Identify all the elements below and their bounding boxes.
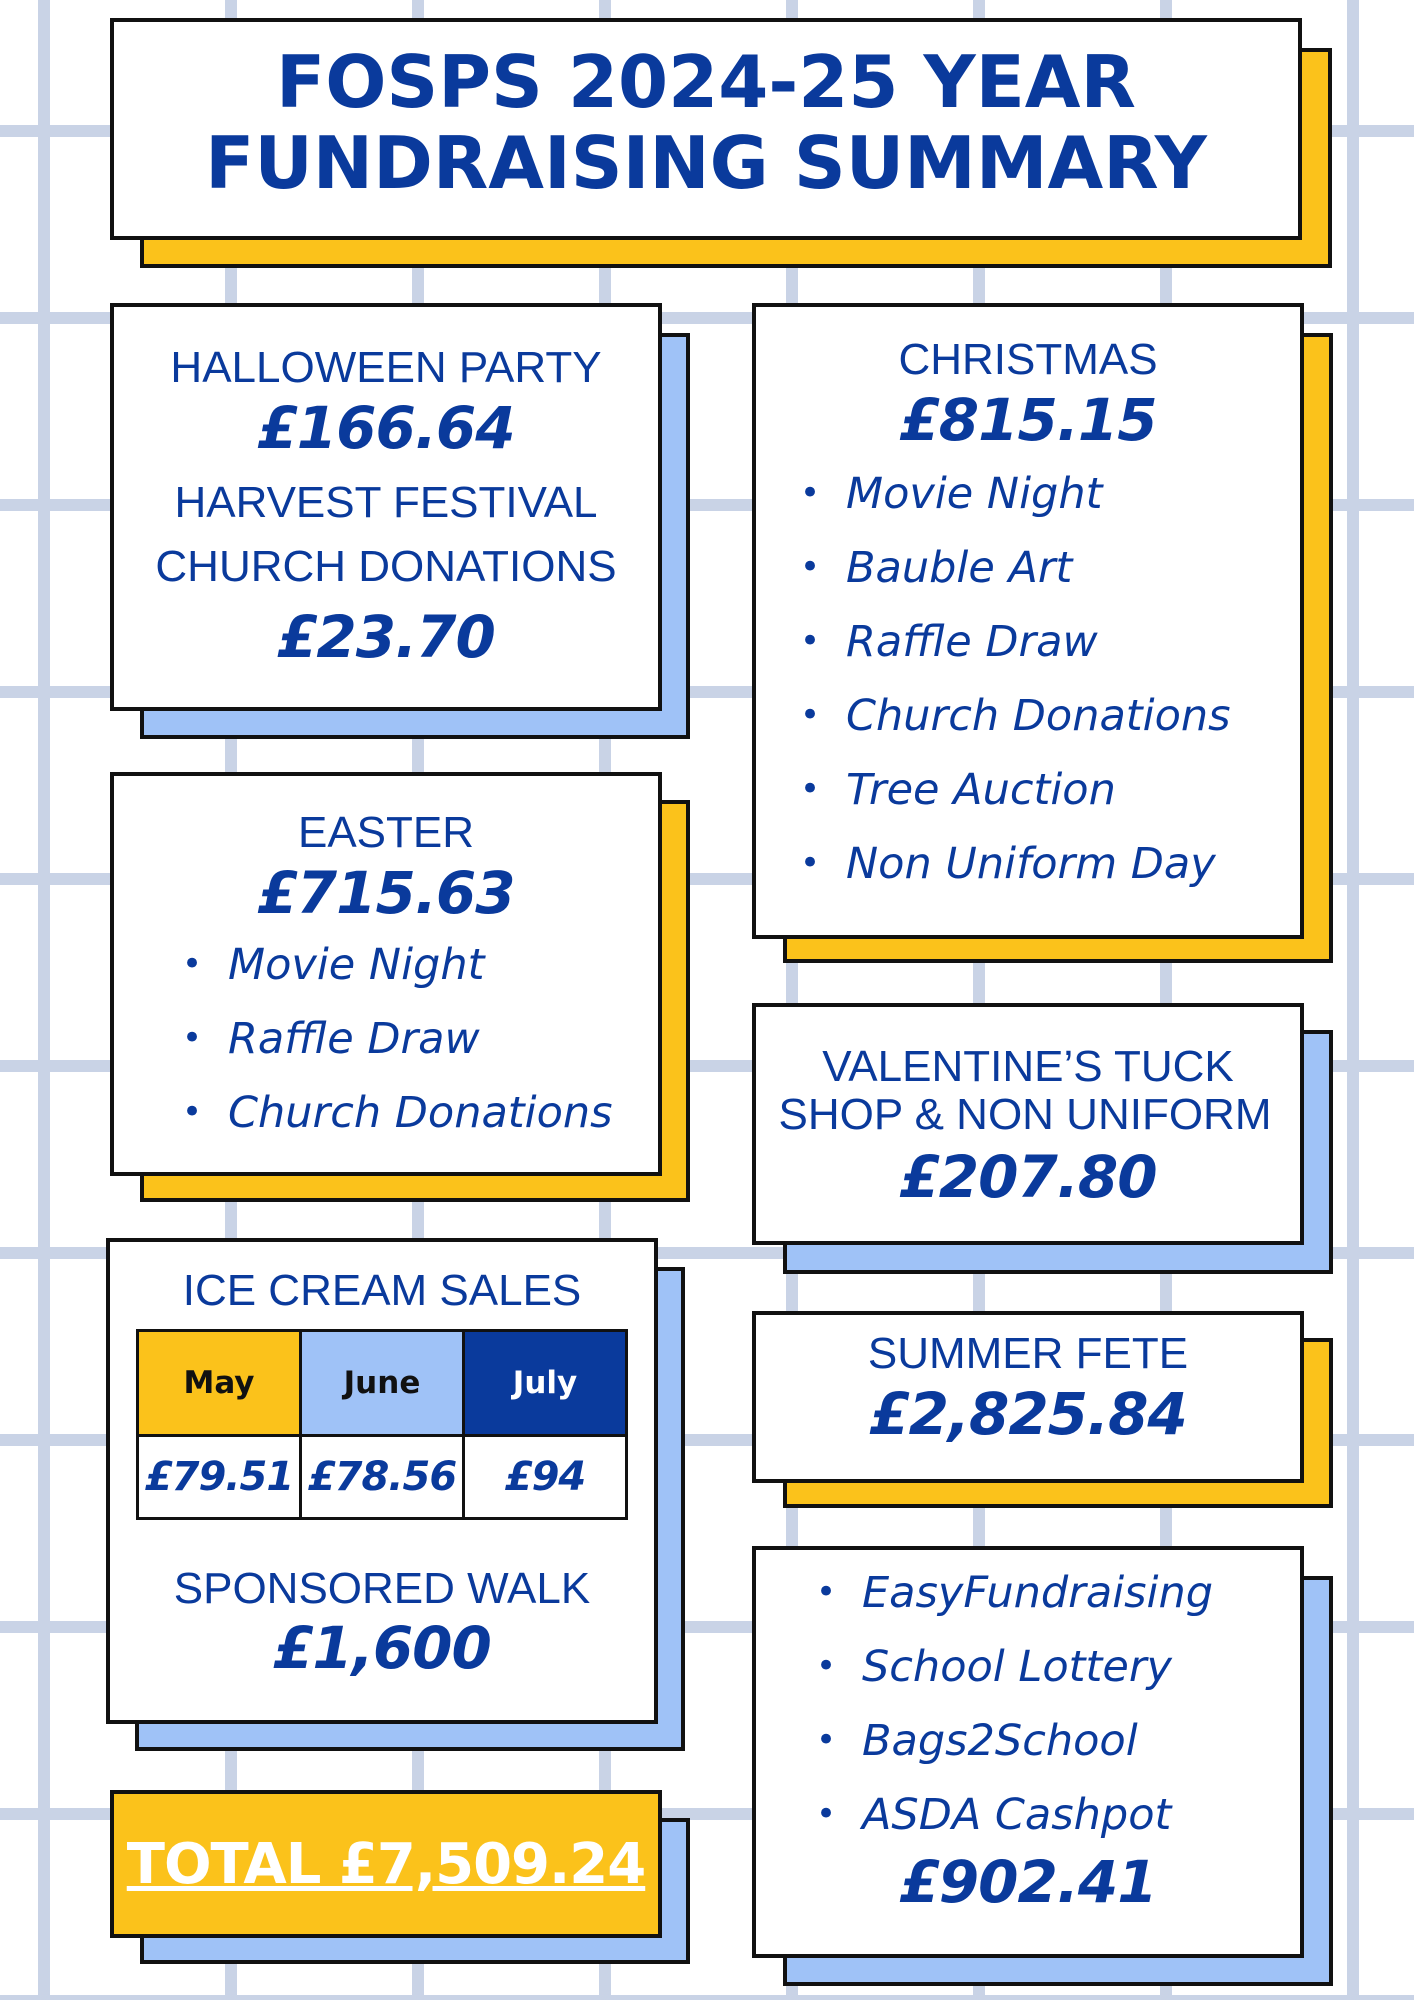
title-line-2: FUNDRAISING SUMMARY: [205, 120, 1207, 205]
christmas-list: [756, 457, 1300, 901]
easter-item: • Movie Night: [182, 940, 485, 991]
other-item: • Bags2School: [816, 1716, 1138, 1766]
ice-cream-card: [106, 1238, 658, 1724]
christmas-item: • Non Uniform Day: [800, 839, 1216, 890]
summer-fete-amount: £2,825.84: [869, 1379, 1187, 1448]
christmas-item: • Church Donations: [800, 691, 1231, 742]
harvest-label-1: HARVEST FESTIVAL: [174, 478, 598, 528]
valentines-label-2: SHOP & NON UNIFORM: [778, 1090, 1272, 1139]
easter-card: [110, 772, 662, 1176]
christmas-label: CHRISTMAS: [898, 335, 1158, 384]
harvest-label-2: CHURCH DONATIONS: [155, 542, 617, 592]
halloween-label: HALLOWEEN PARTY: [170, 343, 602, 392]
month-may: May: [138, 1330, 301, 1435]
easter-list: [114, 928, 658, 1150]
christmas-item: • Bauble Art: [800, 543, 1073, 594]
harvest-amount: £23.70: [277, 603, 495, 672]
sponsored-walk-label: SPONSORED WALK: [173, 1563, 591, 1613]
christmas-card: [752, 303, 1304, 939]
easter-label: EASTER: [297, 808, 475, 857]
month-june: June: [301, 1330, 464, 1435]
other-item: • ASDA Cashpot: [816, 1790, 1172, 1840]
ice-cream-table: [136, 1329, 628, 1520]
value-may: £79.51: [138, 1435, 301, 1518]
valentines-amount: £207.80: [899, 1143, 1157, 1211]
sponsored-walk-amount: £1,600: [273, 1614, 491, 1683]
easter-amount: £715.63: [257, 858, 515, 927]
other-list: [756, 1556, 1300, 1852]
title-card: [110, 18, 1302, 240]
christmas-item: • Raffle Draw: [800, 617, 1098, 668]
ice-cream-label: ICE CREAM SALES: [182, 1266, 582, 1315]
total-card: [110, 1790, 662, 1938]
christmas-item: • Movie Night: [800, 469, 1103, 520]
easter-item: • Raffle Draw: [182, 1014, 480, 1065]
christmas-item: • Tree Auction: [800, 765, 1116, 816]
month-july: July: [464, 1330, 627, 1435]
valentines-label-1: VALENTINE’S TUCK: [822, 1042, 1234, 1091]
summer-fete-card: [752, 1311, 1304, 1483]
halloween-amount: £166.64: [257, 393, 515, 462]
easter-item: • Church Donations: [182, 1088, 613, 1139]
other-item: • EasyFundraising: [816, 1568, 1214, 1618]
other-card: [752, 1546, 1304, 1958]
halloween-card: [110, 303, 662, 711]
christmas-amount: £815.15: [899, 385, 1157, 454]
valentines-card: [752, 1003, 1304, 1245]
other-item: • School Lottery: [816, 1642, 1172, 1692]
other-amount: £902.41: [899, 1848, 1157, 1916]
value-july: £94: [464, 1435, 627, 1518]
title-line-1: FOSPS 2024-25 YEAR: [276, 40, 1136, 124]
summer-fete-label: SUMMER FETE: [867, 1329, 1189, 1378]
total-amount: TOTAL £7,509.24: [126, 1831, 646, 1897]
value-june: £78.56: [301, 1435, 464, 1518]
